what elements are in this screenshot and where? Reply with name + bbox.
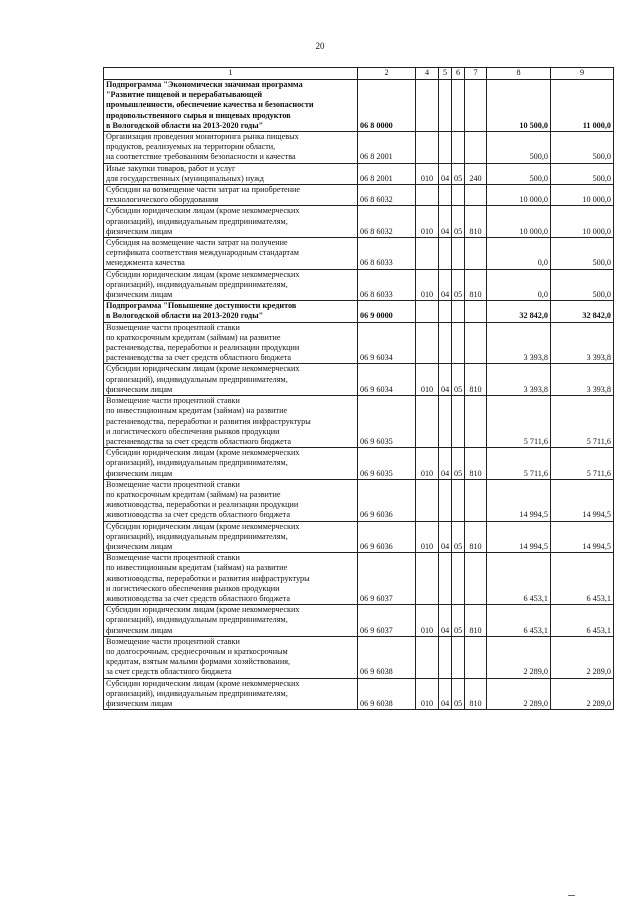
row-amount-year-1: 2 289,0 bbox=[487, 636, 551, 678]
row-name bbox=[104, 521, 358, 553]
row-name-line: животноводства, переработки и развития инфраструктуры bbox=[106, 573, 310, 583]
row-expense-type bbox=[465, 301, 487, 322]
row-name-line: организаций), индивидуальным предпринимателям, bbox=[106, 279, 288, 289]
row-name-line: животноводства за счет средств областного бюджета bbox=[106, 510, 290, 520]
row-name-line: в Вологодской области на 2013-2020 годы" bbox=[106, 311, 264, 321]
table-row bbox=[104, 678, 614, 710]
row-code: 06 9 6035 bbox=[358, 448, 416, 480]
table-row bbox=[104, 80, 614, 132]
scan-mark bbox=[568, 895, 575, 896]
row-name-line: Организация проведения мониторинга рынка пищевых bbox=[106, 132, 299, 142]
row-expense-type bbox=[465, 238, 487, 270]
row-ministry bbox=[416, 80, 439, 132]
budget-table bbox=[103, 67, 614, 710]
row-name-line: Возмещение части процентной ставки bbox=[106, 636, 240, 646]
row-section: 04 bbox=[439, 678, 452, 710]
row-amount-year-2: 10 000,0 bbox=[551, 206, 614, 238]
row-expense-type bbox=[465, 322, 487, 364]
row-ministry bbox=[416, 238, 439, 270]
row-amount-year-1: 14 994,5 bbox=[487, 479, 551, 521]
header-cell: 4 bbox=[416, 68, 439, 80]
row-name bbox=[104, 605, 358, 637]
header-cell: 2 bbox=[358, 68, 416, 80]
row-code: 06 9 0000 bbox=[358, 301, 416, 322]
row-name-line: физическим лицам bbox=[106, 226, 173, 236]
row-name-line: по краткосрочным кредитам (займам) на развитие bbox=[106, 489, 281, 499]
table-row bbox=[104, 238, 614, 270]
row-name-line: на соответствие требованиям безопасности и качества bbox=[106, 152, 296, 162]
row-amount-year-2: 14 994,5 bbox=[551, 521, 614, 553]
row-name-line: Субсидии юридическим лицам (кроме некоммерческих bbox=[106, 206, 300, 216]
row-name-line: по долгосрочным, среднесрочным и краткосрочным bbox=[106, 646, 288, 656]
row-subsection: 05 bbox=[452, 364, 465, 396]
row-ministry: 010 bbox=[416, 269, 439, 301]
row-section: 04 bbox=[439, 521, 452, 553]
table-row bbox=[104, 448, 614, 480]
row-code: 06 8 6033 bbox=[358, 238, 416, 270]
header-cell: 6 bbox=[452, 68, 465, 80]
row-amount-year-2: 5 711,6 bbox=[551, 396, 614, 448]
row-section: 04 bbox=[439, 163, 452, 184]
header-cell: 8 bbox=[487, 68, 551, 80]
row-name bbox=[104, 479, 358, 521]
row-section: 04 bbox=[439, 269, 452, 301]
table-row bbox=[104, 396, 614, 448]
table-row bbox=[104, 185, 614, 206]
table-row bbox=[104, 479, 614, 521]
table-row bbox=[104, 206, 614, 238]
row-name bbox=[104, 301, 358, 322]
row-subsection bbox=[452, 132, 465, 164]
row-subsection: 05 bbox=[452, 678, 465, 710]
row-amount-year-1: 10 000,0 bbox=[487, 206, 551, 238]
row-subsection bbox=[452, 185, 465, 206]
row-name-line: для государственных (муниципальных) нужд bbox=[106, 173, 264, 183]
row-subsection bbox=[452, 322, 465, 364]
table-row bbox=[104, 553, 614, 605]
row-ministry bbox=[416, 479, 439, 521]
row-section bbox=[439, 396, 452, 448]
row-name-line: Субсидии юридическим лицам (кроме некоммерческих bbox=[106, 521, 300, 531]
row-expense-type: 240 bbox=[465, 163, 487, 184]
row-code: 06 9 6037 bbox=[358, 605, 416, 637]
row-ministry bbox=[416, 553, 439, 605]
row-section bbox=[439, 238, 452, 270]
row-name bbox=[104, 322, 358, 364]
row-name bbox=[104, 636, 358, 678]
row-name bbox=[104, 206, 358, 238]
row-amount-year-2: 2 289,0 bbox=[551, 636, 614, 678]
row-ministry: 010 bbox=[416, 163, 439, 184]
row-subsection: 05 bbox=[452, 605, 465, 637]
row-ministry bbox=[416, 322, 439, 364]
row-name-line: Субсидии на возмещение части затрат на приобретение bbox=[106, 185, 301, 195]
table-body bbox=[104, 80, 614, 710]
row-ministry: 010 bbox=[416, 206, 439, 238]
row-name bbox=[104, 163, 358, 184]
row-ministry bbox=[416, 132, 439, 164]
row-amount-year-1: 3 393,8 bbox=[487, 364, 551, 396]
row-expense-type bbox=[465, 185, 487, 206]
row-amount-year-1: 500,0 bbox=[487, 132, 551, 164]
row-amount-year-1: 5 711,6 bbox=[487, 448, 551, 480]
row-code: 06 8 6032 bbox=[358, 185, 416, 206]
row-name-line: и логистического обеспечения рынков продукции bbox=[106, 426, 280, 436]
row-amount-year-1: 0,0 bbox=[487, 269, 551, 301]
header-cell: 9 bbox=[551, 68, 614, 80]
row-amount-year-1: 500,0 bbox=[487, 163, 551, 184]
row-subsection bbox=[452, 80, 465, 132]
row-name-line: по инвестиционным кредитам (займам) на развитие bbox=[106, 563, 288, 573]
row-amount-year-2: 32 842,0 bbox=[551, 301, 614, 322]
row-amount-year-2: 3 393,8 bbox=[551, 322, 614, 364]
row-expense-type: 810 bbox=[465, 206, 487, 238]
row-name-line: растениеводства за счет средств областного бюджета bbox=[106, 436, 292, 446]
row-name-line: организаций), индивидуальным предпринимателям, bbox=[106, 216, 288, 226]
row-expense-type: 810 bbox=[465, 448, 487, 480]
row-name bbox=[104, 238, 358, 270]
table-row bbox=[104, 364, 614, 396]
table-row bbox=[104, 269, 614, 301]
row-expense-type bbox=[465, 396, 487, 448]
row-section bbox=[439, 185, 452, 206]
row-code: 06 8 2001 bbox=[358, 163, 416, 184]
row-code: 06 9 6038 bbox=[358, 636, 416, 678]
table-row bbox=[104, 301, 614, 322]
row-amount-year-2: 500,0 bbox=[551, 269, 614, 301]
row-amount-year-2: 10 000,0 bbox=[551, 185, 614, 206]
row-amount-year-2: 500,0 bbox=[551, 163, 614, 184]
row-name-line: физическим лицам bbox=[106, 698, 173, 708]
row-amount-year-1: 10 500,0 bbox=[487, 80, 551, 132]
header-cell: 5 bbox=[439, 68, 452, 80]
row-subsection bbox=[452, 301, 465, 322]
table-row bbox=[104, 521, 614, 553]
row-name-line: Субсидии юридическим лицам (кроме некоммерческих bbox=[106, 678, 300, 688]
row-amount-year-1: 2 289,0 bbox=[487, 678, 551, 710]
row-name-line: растениеводства, переработки и развития инфраструктуры bbox=[106, 416, 311, 426]
row-name-line: организаций), индивидуальным предпринимателям, bbox=[106, 458, 288, 468]
table-row bbox=[104, 163, 614, 184]
row-name-line: организаций), индивидуальным предпринимателям, bbox=[106, 531, 288, 541]
row-code: 06 9 6036 bbox=[358, 521, 416, 553]
row-name-line: Субсидии юридическим лицам (кроме некоммерческих bbox=[106, 364, 300, 374]
row-code: 06 8 2001 bbox=[358, 132, 416, 164]
row-section: 04 bbox=[439, 448, 452, 480]
row-name-line: в Вологодской области на 2013-2020 годы" bbox=[106, 120, 264, 130]
row-expense-type bbox=[465, 80, 487, 132]
row-amount-year-1: 10 000,0 bbox=[487, 185, 551, 206]
row-amount-year-2: 500,0 bbox=[551, 132, 614, 164]
row-section bbox=[439, 479, 452, 521]
row-amount-year-1: 0,0 bbox=[487, 238, 551, 270]
row-expense-type: 810 bbox=[465, 521, 487, 553]
row-amount-year-1: 6 453,1 bbox=[487, 605, 551, 637]
row-section bbox=[439, 80, 452, 132]
row-name bbox=[104, 396, 358, 448]
table-row bbox=[104, 636, 614, 678]
row-name bbox=[104, 364, 358, 396]
header-cell: 1 bbox=[104, 68, 358, 80]
row-name-line: растениеводства, переработки и реализации продукции bbox=[106, 343, 300, 353]
row-name bbox=[104, 185, 358, 206]
row-name-line: Возмещение части процентной ставки bbox=[106, 322, 240, 332]
row-section bbox=[439, 553, 452, 605]
row-name-line: животноводства за счет средств областного бюджета bbox=[106, 593, 290, 603]
row-subsection: 05 bbox=[452, 521, 465, 553]
row-name-line: кредитам, взятым малыми формами хозяйствования, bbox=[106, 657, 291, 667]
row-amount-year-1: 3 393,8 bbox=[487, 322, 551, 364]
row-name-line: по краткосрочным кредитам (займам) на развитие bbox=[106, 332, 281, 342]
row-name-line: физическим лицам bbox=[106, 290, 173, 300]
row-name-line: по инвестиционным кредитам (займам) на развитие bbox=[106, 406, 288, 416]
row-amount-year-2: 14 994,5 bbox=[551, 479, 614, 521]
row-ministry bbox=[416, 185, 439, 206]
row-amount-year-2: 2 289,0 bbox=[551, 678, 614, 710]
row-section: 04 bbox=[439, 206, 452, 238]
row-name-line: сертификата соответствия международным стандартам bbox=[106, 248, 299, 258]
row-name-line: Подпрограмма "Экономически значимая программа bbox=[106, 80, 303, 89]
row-code: 06 8 6032 bbox=[358, 206, 416, 238]
row-amount-year-2: 6 453,1 bbox=[551, 605, 614, 637]
row-name-line: Субсидии юридическим лицам (кроме некоммерческих bbox=[106, 605, 300, 615]
row-name bbox=[104, 448, 358, 480]
row-ministry bbox=[416, 301, 439, 322]
row-expense-type: 810 bbox=[465, 364, 487, 396]
row-name-line: Субсидии юридическим лицам (кроме некоммерческих bbox=[106, 448, 300, 458]
row-name-line: "Развитие пищевой и перерабатывающей bbox=[106, 90, 263, 100]
row-subsection bbox=[452, 238, 465, 270]
row-subsection bbox=[452, 636, 465, 678]
row-name-line: животноводства, переработки и реализации продукции bbox=[106, 500, 299, 510]
row-name-line: за счет средств областного бюджета bbox=[106, 667, 232, 677]
row-section bbox=[439, 322, 452, 364]
row-name-line: Субсидии юридическим лицам (кроме некоммерческих bbox=[106, 269, 300, 279]
row-expense-type: 810 bbox=[465, 269, 487, 301]
table-row bbox=[104, 132, 614, 164]
row-name-line: Возмещение части процентной ставки bbox=[106, 553, 240, 563]
row-amount-year-1: 32 842,0 bbox=[487, 301, 551, 322]
page-number: 20 bbox=[315, 41, 325, 51]
row-name-line: Возмещение части процентной ставки bbox=[106, 479, 240, 489]
row-name-line: Иные закупки товаров, работ и услуг bbox=[106, 163, 236, 173]
row-expense-type bbox=[465, 132, 487, 164]
row-name-line: организаций), индивидуальным предпринимателям, bbox=[106, 374, 288, 384]
row-code: 06 9 6034 bbox=[358, 364, 416, 396]
row-ministry: 010 bbox=[416, 448, 439, 480]
row-amount-year-2: 11 000,0 bbox=[551, 80, 614, 132]
row-name-line: Возмещение части процентной ставки bbox=[106, 396, 240, 406]
row-subsection: 05 bbox=[452, 269, 465, 301]
row-name-line: организаций), индивидуальным предпринимателям, bbox=[106, 615, 288, 625]
row-expense-type bbox=[465, 636, 487, 678]
row-expense-type: 810 bbox=[465, 605, 487, 637]
row-expense-type: 810 bbox=[465, 678, 487, 710]
row-name-line: физическим лицам bbox=[106, 468, 173, 478]
table-row bbox=[104, 605, 614, 637]
row-name-line: технологического оборудования bbox=[106, 195, 219, 205]
row-code: 06 8 0000 bbox=[358, 80, 416, 132]
row-name-line: физическим лицам bbox=[106, 541, 173, 551]
row-ministry: 010 bbox=[416, 521, 439, 553]
row-code: 06 8 6033 bbox=[358, 269, 416, 301]
row-ministry bbox=[416, 636, 439, 678]
row-section bbox=[439, 301, 452, 322]
row-section: 04 bbox=[439, 364, 452, 396]
row-subsection: 05 bbox=[452, 163, 465, 184]
row-amount-year-1: 6 453,1 bbox=[487, 553, 551, 605]
row-name bbox=[104, 132, 358, 164]
row-subsection: 05 bbox=[452, 448, 465, 480]
row-section bbox=[439, 636, 452, 678]
row-amount-year-2: 6 453,1 bbox=[551, 553, 614, 605]
row-name bbox=[104, 80, 358, 132]
row-name-line: физическим лицам bbox=[106, 384, 173, 394]
row-code: 06 9 6036 bbox=[358, 479, 416, 521]
row-code: 06 9 6038 bbox=[358, 678, 416, 710]
header-cell: 7 bbox=[465, 68, 487, 80]
row-ministry: 010 bbox=[416, 678, 439, 710]
row-name-line: промышленности, обеспечение качества и безопасности bbox=[106, 100, 314, 110]
row-name bbox=[104, 553, 358, 605]
row-name-line: продуктов, реализуемых на территории области, bbox=[106, 142, 276, 152]
row-section bbox=[439, 132, 452, 164]
row-amount-year-1: 14 994,5 bbox=[487, 521, 551, 553]
row-name-line: организаций), индивидуальным предпринимателям, bbox=[106, 688, 288, 698]
header-row bbox=[104, 68, 614, 80]
row-name bbox=[104, 269, 358, 301]
row-name-line: и логистического обеспечения рынков продукции bbox=[106, 583, 280, 593]
row-amount-year-2: 500,0 bbox=[551, 238, 614, 270]
row-name-line: Субсидия на возмещение части затрат на получение bbox=[106, 238, 288, 248]
row-code: 06 9 6034 bbox=[358, 322, 416, 364]
row-ministry: 010 bbox=[416, 605, 439, 637]
table-row bbox=[104, 322, 614, 364]
row-amount-year-2: 3 393,8 bbox=[551, 364, 614, 396]
row-name-line: физическим лицам bbox=[106, 625, 173, 635]
row-name-line: растениеводства за счет средств областного бюджета bbox=[106, 353, 292, 363]
row-name-line: Подпрограмма "Повышение доступности кредитов bbox=[106, 301, 297, 311]
row-subsection: 05 bbox=[452, 206, 465, 238]
row-ministry bbox=[416, 396, 439, 448]
row-subsection bbox=[452, 553, 465, 605]
row-name-line: менеджмента качества bbox=[106, 258, 185, 268]
row-amount-year-1: 5 711,6 bbox=[487, 396, 551, 448]
row-ministry: 010 bbox=[416, 364, 439, 396]
row-amount-year-2: 5 711,6 bbox=[551, 448, 614, 480]
row-name bbox=[104, 678, 358, 710]
row-expense-type bbox=[465, 479, 487, 521]
row-expense-type bbox=[465, 553, 487, 605]
row-code: 06 9 6037 bbox=[358, 553, 416, 605]
row-section: 04 bbox=[439, 605, 452, 637]
row-name-line: продовольственного сырья и пищевых продуктов bbox=[106, 110, 291, 120]
row-subsection bbox=[452, 479, 465, 521]
row-code: 06 9 6035 bbox=[358, 396, 416, 448]
row-subsection bbox=[452, 396, 465, 448]
